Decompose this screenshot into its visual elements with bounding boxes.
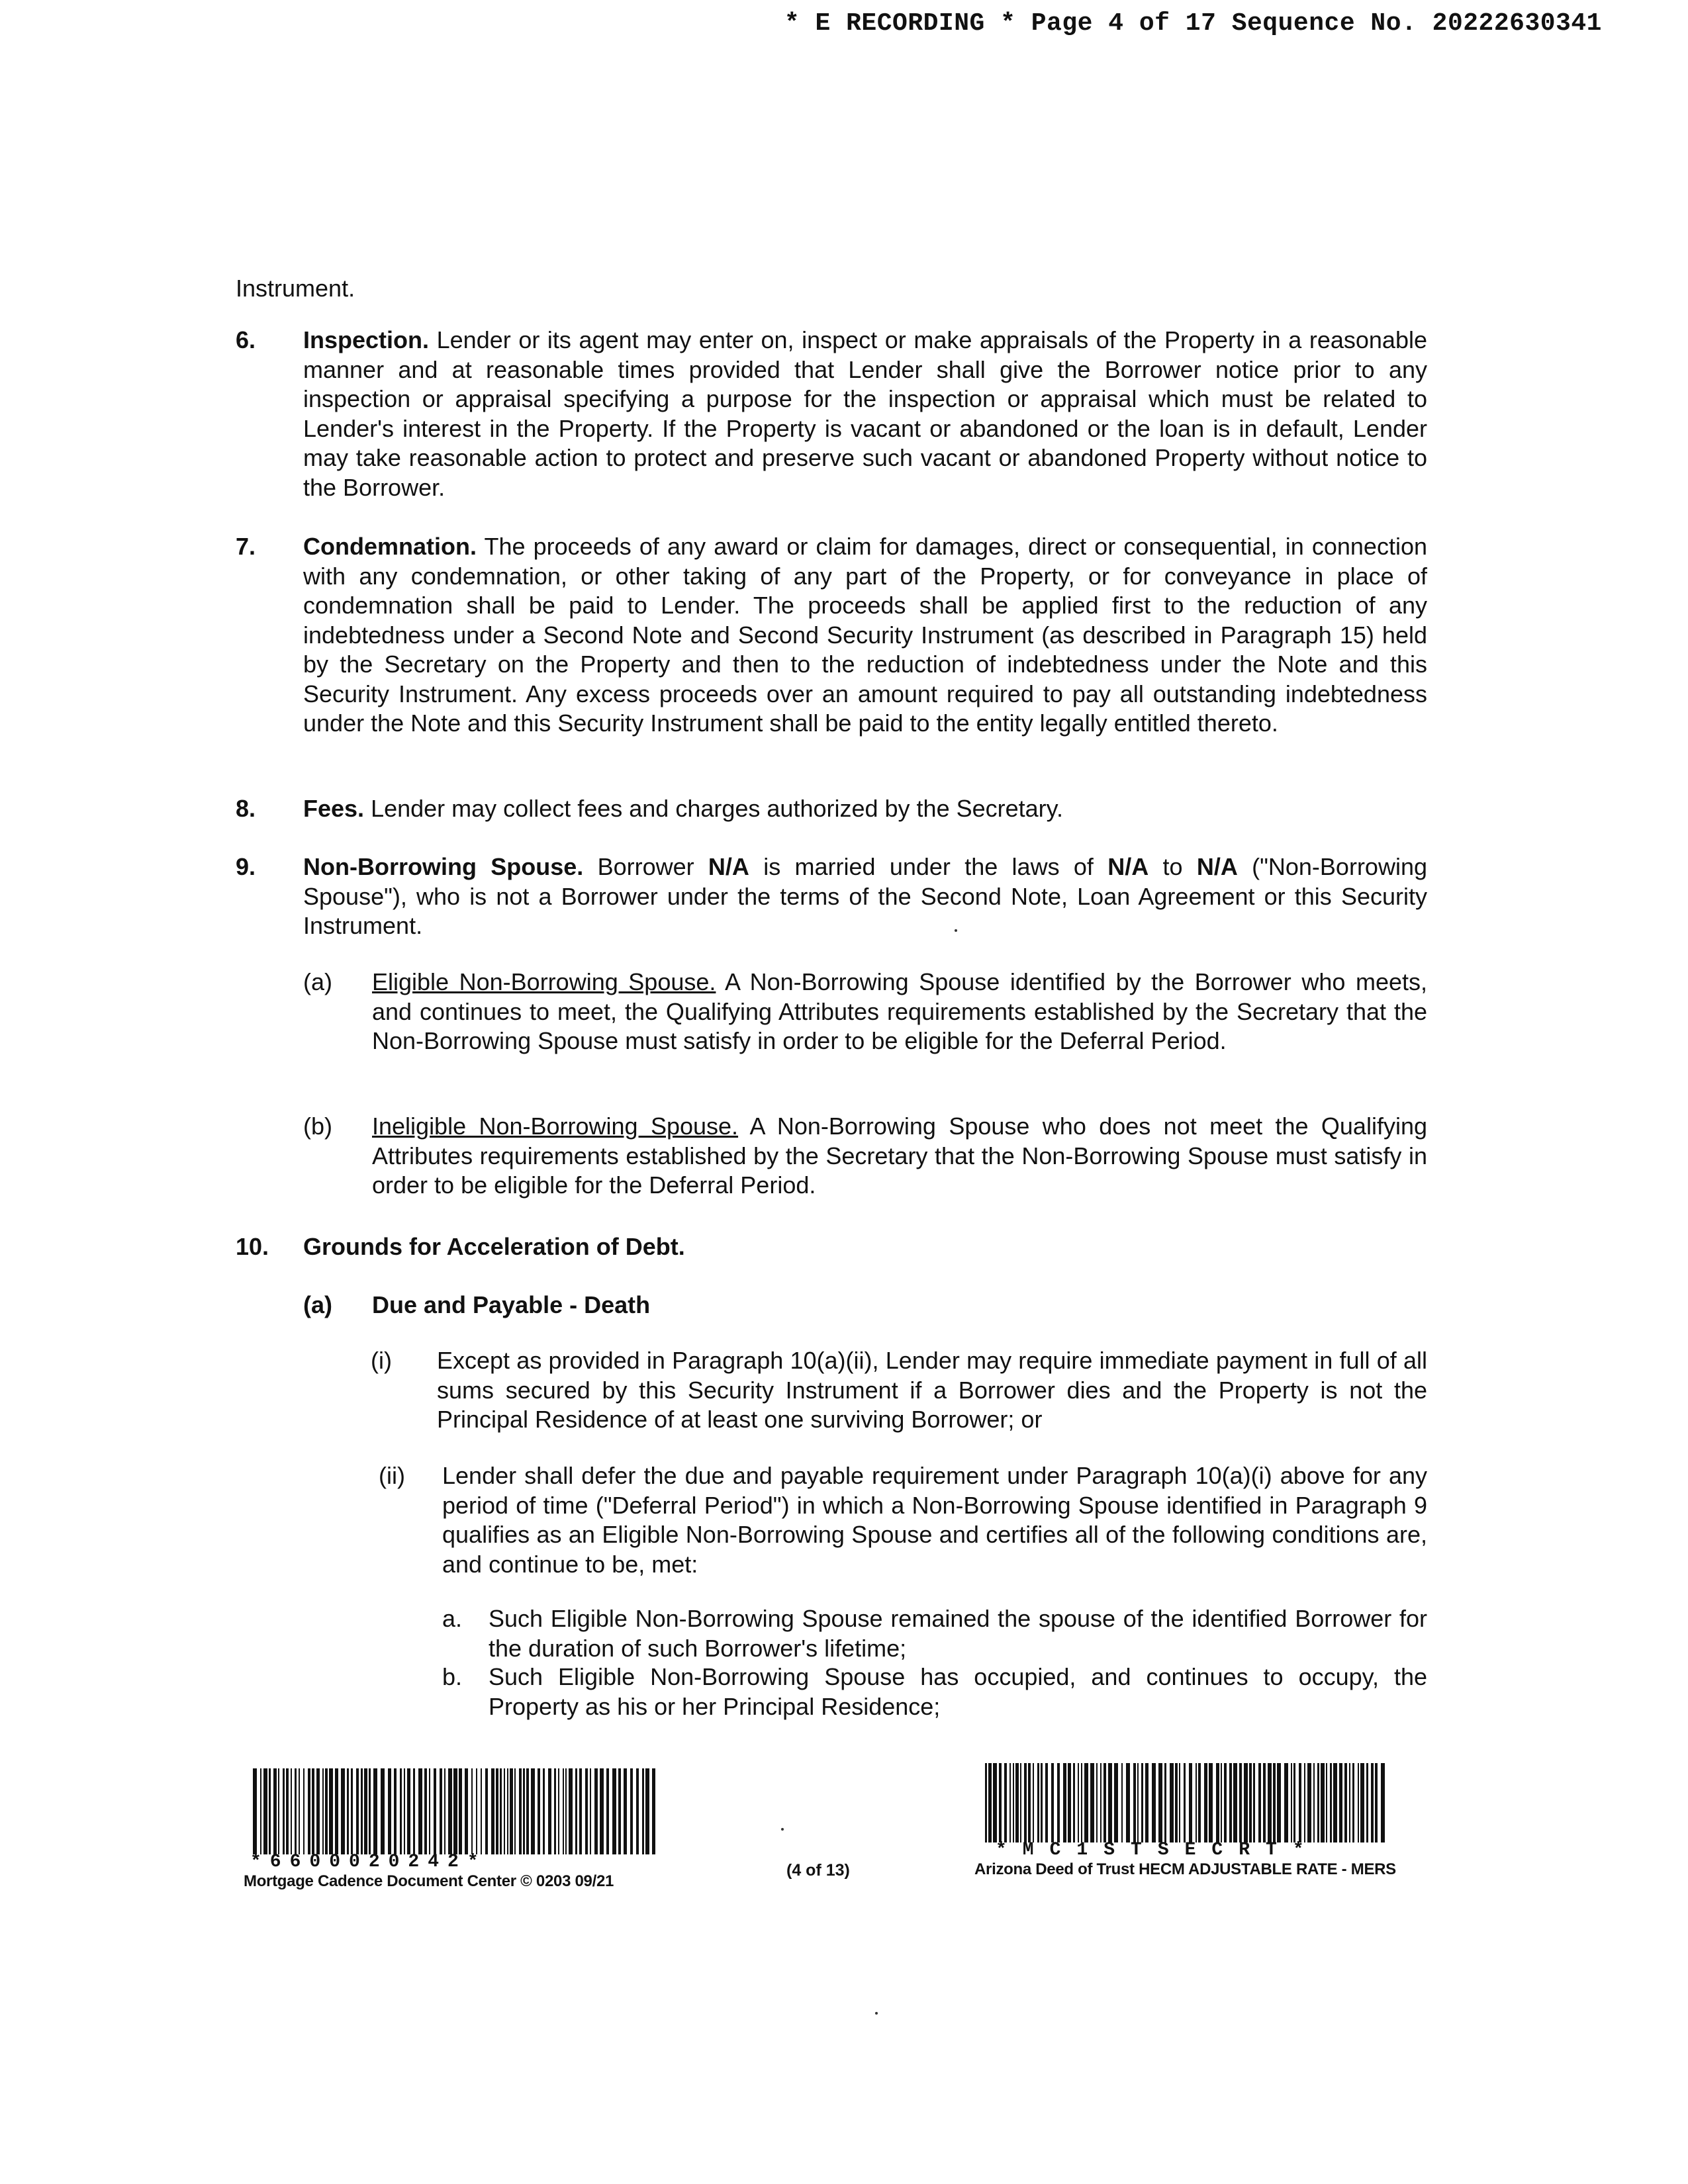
barcode-bar [1184,1763,1186,1843]
subparagraph-label: (b) [303,1113,332,1140]
form-barcode [982,1763,1393,1843]
barcode-bar [1033,1763,1034,1843]
paragraph-text: The proceeds of any award or claim for damages, direct or consequential, in connection with any condemnation, or other taking of any part of the Property, or for conveyance in place of condemnation shall be paid to Lender. The proceeds shall be applied first to the reduction of any indebtedness under a Second Note and Second Security Instrument (as described in Paragraph 15) held by the Secretary on the Property and then to the reduction of indebtedness under the Note and this Security Instrument. Any excess proceeds over an amount required to pay all outstanding indebtedness under the Note and this Security Instrument shall be paid to the entity legally entitled thereto. [303,533,1427,737]
condition-label: a. [442,1605,463,1632]
condition-text: Such Eligible Non-Borrowing Spouse remained the spouse of the identified Borrower for the duration of such Borrower's lifetime; [489,1605,1427,1662]
paragraph-6 [236,326,1427,502]
barcode-bar [1339,1763,1342,1843]
paragraph-heading: Fees. [303,795,365,822]
scan-speck [781,1828,784,1831]
barcode-bar [351,1768,353,1854]
barcode-bar [1330,1763,1332,1843]
barcode-bar [1366,1763,1368,1843]
barcode-bar [424,1768,427,1854]
barcode-bar [1209,1763,1213,1843]
barcode-bar [993,1763,997,1843]
barcode-bar [1170,1763,1174,1843]
barcode-bar [1024,1763,1027,1843]
barcode-bar [1375,1763,1378,1843]
barcode-bar [612,1768,616,1854]
barcode-bar [444,1768,445,1854]
barcode-bar [1045,1763,1048,1843]
paragraph-number: 7. [236,533,256,560]
barcode-bar [369,1768,371,1854]
barcode-bar [558,1768,559,1854]
barcode-bar [1326,1763,1327,1843]
barcode-bar [347,1768,349,1854]
barcode-bar [652,1768,655,1854]
barcode-bar [538,1768,540,1854]
document-barcode [250,1768,661,1854]
barcode-bar [335,1768,338,1854]
state-laws: N/A [1107,853,1149,880]
paragraph-text: Lender or its agent may enter on, inspect or make appraisals of the Property in a reasonable manner and at reasonable times provided that Lender shall give the Borrower notice prior to any inspection or appraisal specifying a purpose for the inspection or appraisal which must be related to Lender's interest in the Property. If the Property is vacant or abandoned or the loan is in default, Lender may take reasonable action to protect and preserve such vacant or abandoned Property without notice to the Borrower. [303,326,1427,501]
barcode-bar [618,1768,621,1854]
barcode-bar [394,1768,397,1854]
barcode-bar [253,1768,257,1854]
clause-text: Lender shall defer the due and payable requirement under Paragraph 10(a)(i) above for any period of time ("Deferral Period") in which a Non-Borrowing Spouse identified in Paragraph 9 qualifies as an Eligible Non-Borrowing Spouse and certifies all of the following conditions are, and continue to be, met: [442,1462,1427,1578]
barcode-bar [988,1763,992,1843]
barcode-bar [476,1768,477,1854]
barcode-bar [1216,1763,1219,1843]
condition-label: b. [442,1663,463,1690]
barcode-bar [1253,1763,1255,1843]
paragraph-number: 8. [236,795,256,822]
barcode-bar [642,1768,644,1854]
barcode-bar [491,1768,494,1854]
barcode-bar [523,1768,525,1854]
barcode-bar [1114,1763,1118,1843]
carryover-text: Instrument. [236,275,355,302]
barcode-bar [364,1768,367,1854]
barcode-bar [329,1768,333,1854]
paragraph-8 [236,794,1427,824]
barcode-bar [1268,1763,1272,1843]
paragraph-number: 9. [236,853,256,880]
barcode-bar [418,1768,422,1854]
barcode-bar [1291,1763,1292,1843]
paragraph-text: to [1149,853,1197,880]
barcode-bar [1233,1763,1237,1843]
barcode-bar [1317,1763,1319,1843]
footer-left-caption: Mortgage Cadence Document Center © 0203 09/21 [244,1872,614,1890]
barcode-bar [273,1768,277,1854]
barcode-text: *MC1STSECRT* [996,1840,1320,1860]
barcode-bar [500,1768,502,1854]
barcode-bar [400,1768,402,1854]
barcode-bar [1293,1763,1295,1843]
paragraph-7 [236,532,1427,739]
barcode-bar [1152,1763,1156,1843]
barcode-bar [278,1768,279,1854]
barcode-bar [594,1768,598,1854]
subparagraph-text: A Non-Borrowing Spouse identified by the Borrower who meets, and continues to meet, the Qualifying Attributes requirements established by the Secretary that the Non-Borrowing Spouse must satisfy in order to be eligible for the Deferral Period. [372,968,1427,1054]
footer-left [244,1768,661,1891]
footer-right [974,1763,1396,1879]
subparagraph-label: (a) [303,1291,332,1318]
barcode-bar [1239,1763,1242,1843]
barcode-bar [1004,1763,1007,1843]
barcode-bar [295,1768,297,1854]
barcode-bar [1229,1763,1232,1843]
barcode-bar [1137,1763,1139,1843]
barcode-bar [286,1768,289,1854]
barcode-bar [575,1768,577,1854]
barcode-bar [471,1768,473,1854]
subparagraph-heading: Due and Payable - Death [372,1291,651,1318]
barcode-bar [636,1768,639,1854]
barcode-bar [1037,1763,1039,1843]
page-number: (4 of 13) [786,1861,850,1880]
barcode-bar [1273,1763,1276,1843]
condition-text: Such Eligible Non-Borrowing Spouse has occupied, and continues to occupy, the Property as his or her Principal Residence; [489,1663,1427,1720]
barcode-bar [1100,1763,1102,1843]
barcode-bar [1321,1763,1325,1843]
barcode-bar [1277,1763,1281,1843]
barcode-bar [1078,1763,1079,1843]
scan-speck [875,2012,878,2015]
barcode-bar [519,1768,522,1854]
barcode-bar [526,1768,529,1854]
barcode-bar [1175,1763,1178,1843]
barcode-bar [291,1768,292,1854]
barcode-bar [1249,1763,1252,1843]
barcode-bar [1063,1763,1066,1843]
paragraph-text: is married under the laws of [749,853,1108,880]
barcode-bar [1381,1763,1385,1843]
barcode-bar [510,1768,513,1854]
barcode-bar [1103,1763,1106,1843]
condition-a [442,1604,1427,1663]
borrower-name: N/A [708,853,749,880]
barcode-bar [404,1768,405,1854]
clause-10a-ii [379,1461,1427,1579]
paragraph-heading: Grounds for Acceleration of Debt. [303,1233,685,1260]
scan-speck [955,929,957,932]
barcode-bar [1263,1763,1266,1843]
barcode-bar [1164,1763,1166,1843]
barcode-bar [448,1768,452,1854]
barcode-bar [1041,1763,1043,1843]
barcode-bar [1073,1763,1075,1843]
paragraph-text: Lender may collect fees and charges authorized by the Secretary. [364,795,1063,822]
paragraph-10 [236,1232,1427,1262]
barcode-bar [381,1768,385,1854]
barcode-bar [407,1768,410,1854]
barcode-bar [1198,1763,1201,1843]
barcode-bar [624,1768,627,1854]
barcode-bar [325,1768,328,1854]
barcode-bar [496,1768,498,1854]
recording-header: * E RECORDING * Page 4 of 17 Sequence No. 20222630341 [784,9,1602,38]
barcode-bar [1081,1763,1082,1843]
barcode-bar [1244,1763,1248,1843]
barcode-bar [1307,1763,1311,1843]
barcode-bar [1084,1763,1088,1843]
barcode-bar [1204,1763,1207,1843]
barcode-bar [1224,1763,1227,1843]
barcode-bar [283,1768,285,1854]
barcode-bar [440,1768,442,1854]
barcode-bar [579,1768,582,1854]
barcode-bar [1108,1763,1112,1843]
barcode-bar [1304,1763,1305,1843]
barcode-bar [1068,1763,1071,1843]
barcode-bar [1313,1763,1315,1843]
barcode-bar [1141,1763,1143,1843]
barcode-bar [485,1768,488,1854]
barcode-bar [554,1768,556,1854]
clause-10a-i [371,1346,1427,1435]
barcode-bar [507,1768,508,1854]
barcode-bar [585,1768,588,1854]
barcode-text: *6600020242* [250,1852,487,1872]
barcode-bar [1179,1763,1180,1843]
footer-right-caption: Arizona Deed of Trust HECM ADJUSTABLE RATE - MERS [974,1860,1396,1878]
barcode-bar [1126,1763,1130,1843]
paragraph-number: 10. [236,1233,269,1260]
barcode-bar [260,1768,261,1854]
barcode-bar [303,1768,305,1854]
barcode-bar [1258,1763,1261,1843]
barcode-bar [1344,1763,1347,1843]
barcode-bar [299,1768,300,1854]
subparagraph-9b [303,1112,1427,1201]
barcode-bar [1133,1763,1136,1843]
barcode-bar [1358,1763,1359,1843]
barcode-bar [465,1768,468,1854]
paragraph-heading: Condemnation. [303,533,477,560]
barcode-bar [1158,1763,1162,1843]
subparagraph-title: Eligible Non-Borrowing Spouse. [372,968,716,995]
barcode-bar [1028,1763,1031,1843]
barcode-bar [453,1768,457,1854]
barcode-bar [1051,1763,1054,1843]
barcode-bar [630,1768,633,1854]
barcode-bar [356,1768,359,1854]
barcode-bar [1349,1763,1350,1843]
barcode-bar [999,1763,1002,1843]
barcode-bar [434,1768,436,1854]
clause-text: Except as provided in Paragraph 10(a)(ii), Lender may require immediate payment in full of all sums secured by this Security Instrument if a Borrower dies and the Property is not the Principal Residence of at least one surviving Borrower; or [437,1347,1427,1433]
barcode-bar [563,1768,564,1854]
barcode-bar [600,1768,604,1854]
barcode-bar [569,1768,573,1854]
barcode-bar [341,1768,345,1854]
barcode-bar [1013,1763,1014,1843]
barcode-bar [985,1763,987,1843]
barcode-bar [1360,1763,1364,1843]
barcode-bar [269,1768,271,1854]
barcode-bar [361,1768,363,1854]
subparagraph-9a [303,968,1427,1056]
barcode-bar [543,1768,545,1854]
barcode-bar [1299,1763,1301,1843]
barcode-bar [1009,1763,1011,1843]
spouse-name: N/A [1196,853,1238,880]
barcode-bar [388,1768,391,1854]
barcode-bar [1284,1763,1288,1843]
barcode-bar [531,1768,535,1854]
barcode-bar [316,1768,320,1854]
barcode-bar [1057,1763,1060,1843]
condition-b [442,1662,1427,1721]
barcode-bar [504,1768,505,1854]
barcode-bar [413,1768,415,1854]
subparagraph-label: (a) [303,968,332,995]
barcode-bar [1090,1763,1094,1843]
paragraph-number: 6. [236,326,256,353]
barcode-bar [459,1768,462,1854]
barcode-bar [481,1768,482,1854]
barcode-bar [1196,1763,1197,1843]
barcode-bar [645,1768,649,1854]
paragraph-heading: Inspection. [303,326,430,353]
barcode-bar [312,1768,314,1854]
barcode-bar [429,1768,430,1854]
barcode-bar [606,1768,609,1854]
barcode-bar [1333,1763,1337,1843]
barcode-bar [590,1768,591,1854]
barcode-bar [1352,1763,1354,1843]
barcode-bar [263,1768,267,1854]
barcode-bar [1371,1763,1374,1843]
barcode-bar [308,1768,310,1854]
clause-label: (i) [371,1347,392,1374]
barcode-bar [1221,1763,1222,1843]
barcode-bar [1020,1763,1021,1843]
clause-label: (ii) [379,1462,405,1489]
barcode-bar [1189,1763,1192,1843]
barcode-bar [514,1768,516,1854]
paragraph-9 [236,852,1427,941]
subparagraph-text: A Non-Borrowing Spouse who does not meet the Qualifying Attributes requirements established by the Secretary that the Non-Borrowing Spouse must satisfy in order to be eligible for the Deferral Period. [372,1113,1427,1199]
paragraph-text: Borrower [583,853,708,880]
subparagraph-title: Ineligible Non-Borrowing Spouse. [372,1113,739,1140]
paragraph-heading: Non-Borrowing Spouse. [303,853,584,880]
barcode-bar [1096,1763,1098,1843]
barcode-bar [1015,1763,1019,1843]
subparagraph-10a [303,1291,1427,1320]
barcode-bar [373,1768,377,1854]
barcode-bar [548,1768,551,1854]
barcode-bar [1121,1763,1123,1843]
barcode-bar [565,1768,567,1854]
barcode-bar [322,1768,324,1854]
paragraph-text: ("Non-Borrowing Spouse"), who is not a Borrower under the terms of the Second Note, Loan Agreement or this Security Instrument. [303,853,1427,939]
barcode-bar [1145,1763,1149,1843]
